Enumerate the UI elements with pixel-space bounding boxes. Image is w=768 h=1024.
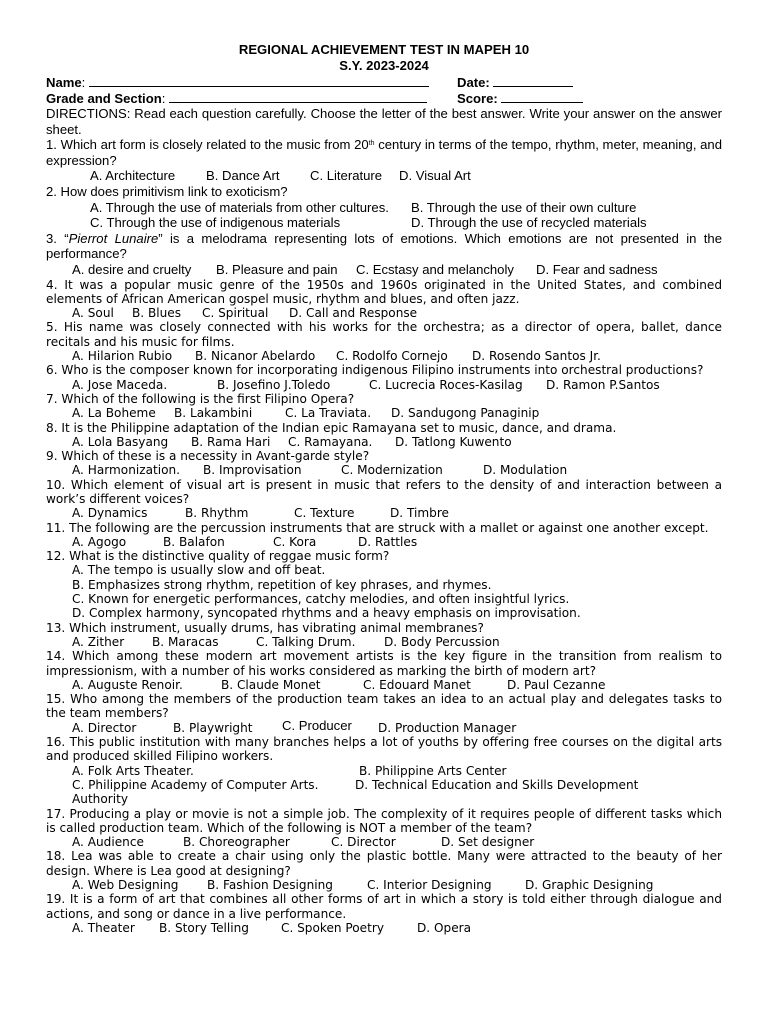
- q3-title: Pierrot Lunaire: [68, 230, 159, 246]
- option[interactable]: D. Timbre: [390, 506, 449, 521]
- q8-options: [46, 435, 722, 449]
- option[interactable]: C. Spoken Poetry: [281, 920, 384, 935]
- grade-row: Grade and Section: Score:: [46, 90, 722, 106]
- q11-options: [46, 535, 722, 549]
- option[interactable]: D. Tatlong Kuwento: [395, 434, 512, 449]
- option[interactable]: C. Philippine Academy of Computer Arts.: [72, 777, 319, 792]
- q1-text-a: 1. Which art form is closely related to the music from 20: [46, 137, 369, 153]
- option[interactable]: B. Improvisation: [203, 463, 302, 478]
- option[interactable]: B. Claude Monet: [221, 677, 321, 692]
- q7-options: [46, 406, 722, 420]
- option[interactable]: D. Through the use of recycled materials: [411, 215, 647, 231]
- question-4: 4. It was a popular music genre of the 1950s and 1960s originated in the United States, and combined elements of African American gospel music, rhythm and blues, and often jazz.: [46, 277, 722, 306]
- question-15: 15. Who among the members of the production team takes an idea to an actual play and delegates tasks to the team members?: [46, 692, 722, 721]
- option[interactable]: B. Josefino J.Toledo: [217, 377, 331, 392]
- q19-options: [46, 921, 722, 935]
- option[interactable]: D. Complex harmony, syncopated rhythms and a heavy emphasis on improvisation.: [72, 606, 581, 621]
- question-8: 8. It is the Philippine adaptation of the Indian epic Ramayana set to music, dance, and drama.: [46, 420, 617, 435]
- name-field[interactable]: [89, 74, 429, 87]
- option[interactable]: C. Through the use of indigenous materials: [90, 215, 341, 231]
- option[interactable]: B. Story Telling: [159, 920, 249, 935]
- option[interactable]: D. Set designer: [441, 835, 535, 850]
- question-3: [46, 231, 722, 262]
- option[interactable]: B. Rama Hari: [191, 434, 271, 449]
- option[interactable]: A. Soul: [72, 306, 114, 321]
- score-field[interactable]: [501, 90, 583, 103]
- school-year: S.Y. 2023-2024: [339, 58, 429, 73]
- q6-options: [46, 378, 722, 392]
- option[interactable]: C. Edouard Manet: [363, 677, 471, 692]
- option[interactable]: C. Spiritual: [202, 306, 269, 321]
- q3-options: [46, 262, 722, 278]
- q9-options: [46, 463, 722, 477]
- q4-options: [46, 306, 722, 320]
- question-11: 11. The following are the percussion instruments that are struck with a mallet or against one another except.: [46, 520, 709, 535]
- option[interactable]: B. Choreographer: [183, 835, 290, 850]
- q3-text-b: ” is a melodrama representing lots of emotions. Which emotions are not presented in the performance?: [46, 230, 722, 262]
- option[interactable]: C. Kora: [273, 534, 317, 549]
- option[interactable]: B. Fashion Designing: [207, 878, 333, 892]
- question-13: 13. Which instrument, usually drums, has vibrating animal membranes?: [46, 620, 484, 635]
- q2-options-row2: [46, 215, 722, 231]
- q18-options: [46, 878, 722, 892]
- date-field[interactable]: [493, 74, 573, 87]
- option[interactable]: D. Production Manager: [378, 720, 517, 735]
- option[interactable]: D. Graphic Designing: [525, 878, 654, 892]
- q17-options: [46, 835, 722, 849]
- directions: DIRECTIONS: Read each question carefully. Choose the letter of the best answer. Write your answer on the answer sheet.: [46, 106, 722, 137]
- option[interactable]: A. Web Designing: [72, 878, 179, 892]
- option[interactable]: B. Balafon: [163, 534, 225, 549]
- q14-options: [46, 678, 722, 692]
- name-row: Name: Date:: [46, 74, 722, 90]
- option[interactable]: A. Harmonization.: [72, 463, 180, 478]
- test-title: REGIONAL ACHIEVEMENT TEST IN MAPEH 10: [238, 42, 530, 57]
- option[interactable]: B. Blues: [132, 306, 182, 321]
- option[interactable]: B. Emphasizes strong rhythm, repetition of key phrases, and rhymes.: [72, 577, 492, 592]
- option[interactable]: D. Opera: [417, 920, 472, 935]
- question-7: 7. Which of the following is the first Filipino Opera?: [46, 391, 355, 406]
- name-label: Name: [46, 75, 82, 90]
- option[interactable]: D. Visual Art: [399, 168, 471, 184]
- option[interactable]: D. Rattles: [358, 534, 418, 549]
- question-12: 12. What is the distinctive quality of reggae music form?: [46, 549, 390, 564]
- date-label: Date:: [457, 75, 494, 90]
- q10-options: [46, 506, 722, 520]
- option[interactable]: C. Producer: [282, 717, 352, 733]
- q5-options: [46, 349, 722, 363]
- q15-options: [46, 717, 722, 735]
- option[interactable]: B. Nicanor Abelardo: [195, 349, 316, 364]
- option[interactable]: A. Through the use of materials from other cultures.: [90, 199, 389, 215]
- option[interactable]: A. Auguste Renoir.: [72, 677, 183, 692]
- option[interactable]: D. Modulation: [483, 463, 568, 478]
- grade-field[interactable]: [169, 90, 427, 103]
- q16-options-row2: [46, 778, 722, 792]
- option[interactable]: D. Sandugong Panaginip: [391, 406, 540, 421]
- option[interactable]: C. Ecstasy and melancholy: [356, 261, 514, 277]
- grade-label: Grade and Section: [46, 91, 162, 106]
- option[interactable]: A. Theater: [72, 920, 135, 935]
- option[interactable]: A. La Boheme: [72, 406, 156, 421]
- option[interactable]: A. Jose Maceda.: [72, 377, 168, 392]
- option[interactable]: A. Audience: [72, 835, 144, 850]
- option[interactable]: D. Rosendo Santos Jr.: [472, 349, 601, 364]
- option[interactable]: B. Lakambini: [174, 406, 253, 421]
- option[interactable]: C. Known for energetic performances, catchy melodies, and often insightful lyrics.: [72, 592, 570, 607]
- question-19: 19. It is a form of art that combines all other forms of art in which a story is told either through dialogue and actions, and song or dance in a live performance.: [46, 892, 722, 921]
- option[interactable]: C. Director: [331, 835, 396, 850]
- question-16: 16. This public institution with many branches helps a lot of youths by offering free courses on the digital arts and produced skilled Filipino workers.: [46, 735, 722, 764]
- question-10: 10. Which element of visual art is present in music that refers to the density of and interaction between a work’s different voices?: [46, 477, 722, 506]
- option[interactable]: C. Interior Designing: [367, 878, 492, 892]
- option[interactable]: D. Fear and sadness: [536, 261, 658, 277]
- option[interactable]: A. Zither: [72, 634, 125, 649]
- option[interactable]: C. Lucrecia Roces-Kasilag: [369, 377, 523, 392]
- option[interactable]: C. Rodolfo Cornejo: [336, 349, 448, 364]
- question-1: [46, 137, 722, 168]
- option[interactable]: D. Technical Education and Skills Development: [355, 777, 639, 792]
- option[interactable]: B. Through the use of their own culture: [411, 199, 637, 215]
- question-6: 6. Who is the composer known for incorporating indigenous Filipino instruments into orchestral productions?: [46, 363, 704, 378]
- option[interactable]: A. desire and cruelty: [72, 261, 192, 277]
- option[interactable]: B. Maracas: [152, 634, 219, 649]
- question-18: 18. Lea was able to create a chair using only the plastic bottle. Many were attracted to the beauty of her design. Where is Lea good at designing?: [46, 849, 722, 878]
- q1-text-b: century in terms of the tempo, rhythm, meter, meaning, and expression?: [46, 137, 722, 168]
- option[interactable]: C. Talking Drum.: [256, 634, 356, 649]
- question-9: 9. Which of these is a necessity in Avant-garde style?: [46, 449, 370, 464]
- q16-option-d-wrap: Authority: [72, 792, 128, 807]
- q3-text-a: 3. “: [46, 230, 69, 246]
- option[interactable]: D. Ramon P.Santos: [546, 377, 660, 392]
- option[interactable]: A. Director: [72, 720, 137, 735]
- option[interactable]: D. Paul Cezanne: [507, 677, 606, 692]
- option[interactable]: C. Modernization: [341, 463, 443, 478]
- question-17: 17. Producing a play or movie is not a simple job. The complexity of it requires people of different tasks which is called production team. Which of the following is NOT a member of the team?: [46, 806, 722, 835]
- question-14: 14. Which among these modern art movement artists is the key figure in the transition from realism to impressionism, with a number of his works considered as marking the birth of modern art?: [46, 649, 722, 678]
- q2-options-row1: [46, 200, 722, 216]
- option[interactable]: A. Agogo: [72, 534, 127, 549]
- option[interactable]: C. Texture: [294, 506, 355, 521]
- q16-options-row1: [46, 764, 722, 778]
- option[interactable]: A. Lola Basyang: [72, 434, 169, 449]
- q1-options: [46, 168, 722, 184]
- score-label: Score:: [457, 91, 502, 106]
- option[interactable]: A. The tempo is usually slow and off beat.: [72, 563, 326, 578]
- option[interactable]: C. La Traviata.: [285, 406, 372, 421]
- option[interactable]: A. Hilarion Rubio: [72, 349, 173, 364]
- q13-options: [46, 635, 722, 649]
- option[interactable]: B. Rhythm: [185, 506, 249, 521]
- test-page: [46, 42, 722, 935]
- question-2: 2. How does primitivism link to exoticism?: [46, 183, 288, 199]
- option[interactable]: A. Architecture: [90, 168, 176, 184]
- option[interactable]: A. Dynamics: [72, 506, 148, 521]
- option[interactable]: B. Philippine Arts Center: [359, 763, 507, 778]
- option[interactable]: B. Dance Art: [206, 168, 280, 184]
- option[interactable]: B. Pleasure and pain: [216, 261, 338, 277]
- option[interactable]: C. Literature: [310, 168, 383, 184]
- question-5: 5. His name was closely connected with his works for the orchestra; as a director of opera, ballet, dance recitals and his music for films.: [46, 320, 722, 349]
- q1-sup: th: [368, 140, 375, 148]
- option[interactable]: A. Folk Arts Theater.: [72, 763, 194, 778]
- option[interactable]: B. Playwright: [173, 720, 253, 735]
- option[interactable]: D. Body Percussion: [384, 634, 500, 649]
- option[interactable]: C. Ramayana.: [288, 434, 373, 449]
- option[interactable]: D. Call and Response: [289, 306, 418, 321]
